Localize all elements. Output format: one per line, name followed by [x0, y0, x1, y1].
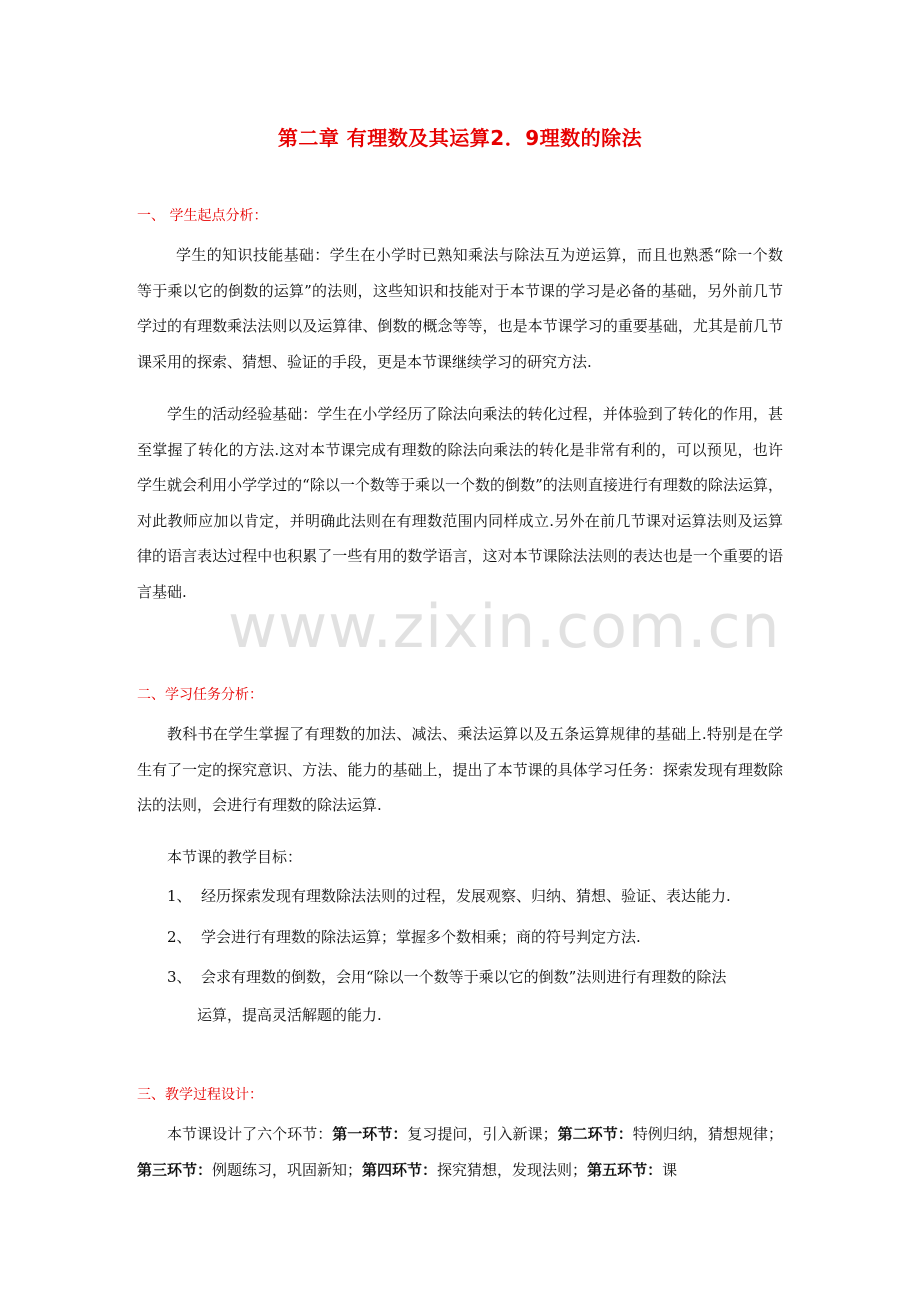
- section-1-heading: 一、 学生起点分析：: [137, 208, 268, 224]
- goal-text: 会求有理数的倒数，会用“除以一个数等于乘以它的倒数”法则进行有理数的除法: [201, 968, 727, 986]
- section-3-heading: 三、教学过程设计：: [137, 1087, 263, 1103]
- section-2-heading: 二、学习任务分析：: [137, 687, 263, 703]
- stage-1-text: 复习提问，引入新课；: [407, 1125, 558, 1143]
- stage-3-label: 第三环节：: [137, 1160, 213, 1179]
- stage-3-text: 例题练习，巩固新知；: [212, 1160, 363, 1179]
- stage-4-label: 第四环节：: [362, 1160, 438, 1179]
- stage-2-text: 特例归纳，猜想规律；: [632, 1125, 783, 1143]
- goal-text: 学会进行有理数的除法运算；掌握多个数相乘；商的符号判定方法.: [201, 928, 641, 946]
- section-2-paragraph-1: 教科书在学生掌握了有理数的加法、减法、乘法运算以及五条运算规律的基础上.特别是在学生有了一定的探究意识、方法、能力的基础上，提出了本节课的具体学习任务：探索发现有理数除法的法则，会进行有理数的除法运算.: [137, 725, 783, 814]
- goal-text: 经历探索发现有理数除法法则的过程，发展观察、归纳、猜想、验证、表达能力.: [201, 887, 731, 905]
- section-3-paragraph-1: [137, 1117, 783, 1188]
- goal-item-1: [167, 885, 731, 906]
- section-1-paragraph-1: 学生的知识技能基础：学生在小学时已熟知乘法与除法互为逆运算，而且也熟悉“除一个数等于乘以它的倒数的运算”的法则，这些知识和技能对于本节课的学习是必备的基础，另外前几节学过的有理数乘法法则以及运算律、倒数的概念等等，也是本节课学习的重要基础，尤其是前几节课采用的探索、猜想、验证的手段，更是本节课继续学习的研究方法.: [137, 246, 783, 371]
- stage-4-text: 探究猜想，发现法则；: [437, 1160, 588, 1179]
- stage-2-label: 第二环节：: [557, 1125, 633, 1143]
- goal-item-3: [167, 966, 726, 987]
- goal-number: 1、: [167, 887, 192, 905]
- watermark: www.zixin.com.cn: [228, 592, 781, 662]
- stage-5-text: 课: [662, 1160, 678, 1179]
- goal-item-2: [167, 926, 641, 947]
- stages-intro: 本节课设计了六个环节：: [167, 1125, 333, 1143]
- document-title: 第二章 有理数及其运算2．9理数的除法: [277, 126, 643, 150]
- goal-item-3-continuation: 运算，提高灵活解题的能力.: [197, 1006, 382, 1024]
- stage-1-label: 第一环节：: [332, 1125, 408, 1143]
- teaching-goals-label: 本节课的教学目标：: [167, 848, 303, 866]
- section-1-paragraph-2: 学生的活动经验基础：学生在小学经历了除法向乘法的转化过程，并体验到了转化的作用，甚至掌握了转化的方法.这对本节课完成有理数的除法向乘法的转化是非常有利的，可以预见，也许学生就会利用小学学过的“除以一个数等于乘以一个数的倒数”的法则直接进行有理数的除法运算，对此教师应加以肯定，并明确此法则在有理数范围内同样成立.另外在前几节课对运算法则及运算律的语言表达过程中也积累了一些有用的数学语言，这对本节课除法法则的表达也是一个重要的语言基础.: [137, 405, 783, 601]
- goal-number: 3、: [167, 968, 192, 986]
- stage-5-label: 第五环节：: [587, 1160, 663, 1179]
- goal-number: 2、: [167, 928, 192, 946]
